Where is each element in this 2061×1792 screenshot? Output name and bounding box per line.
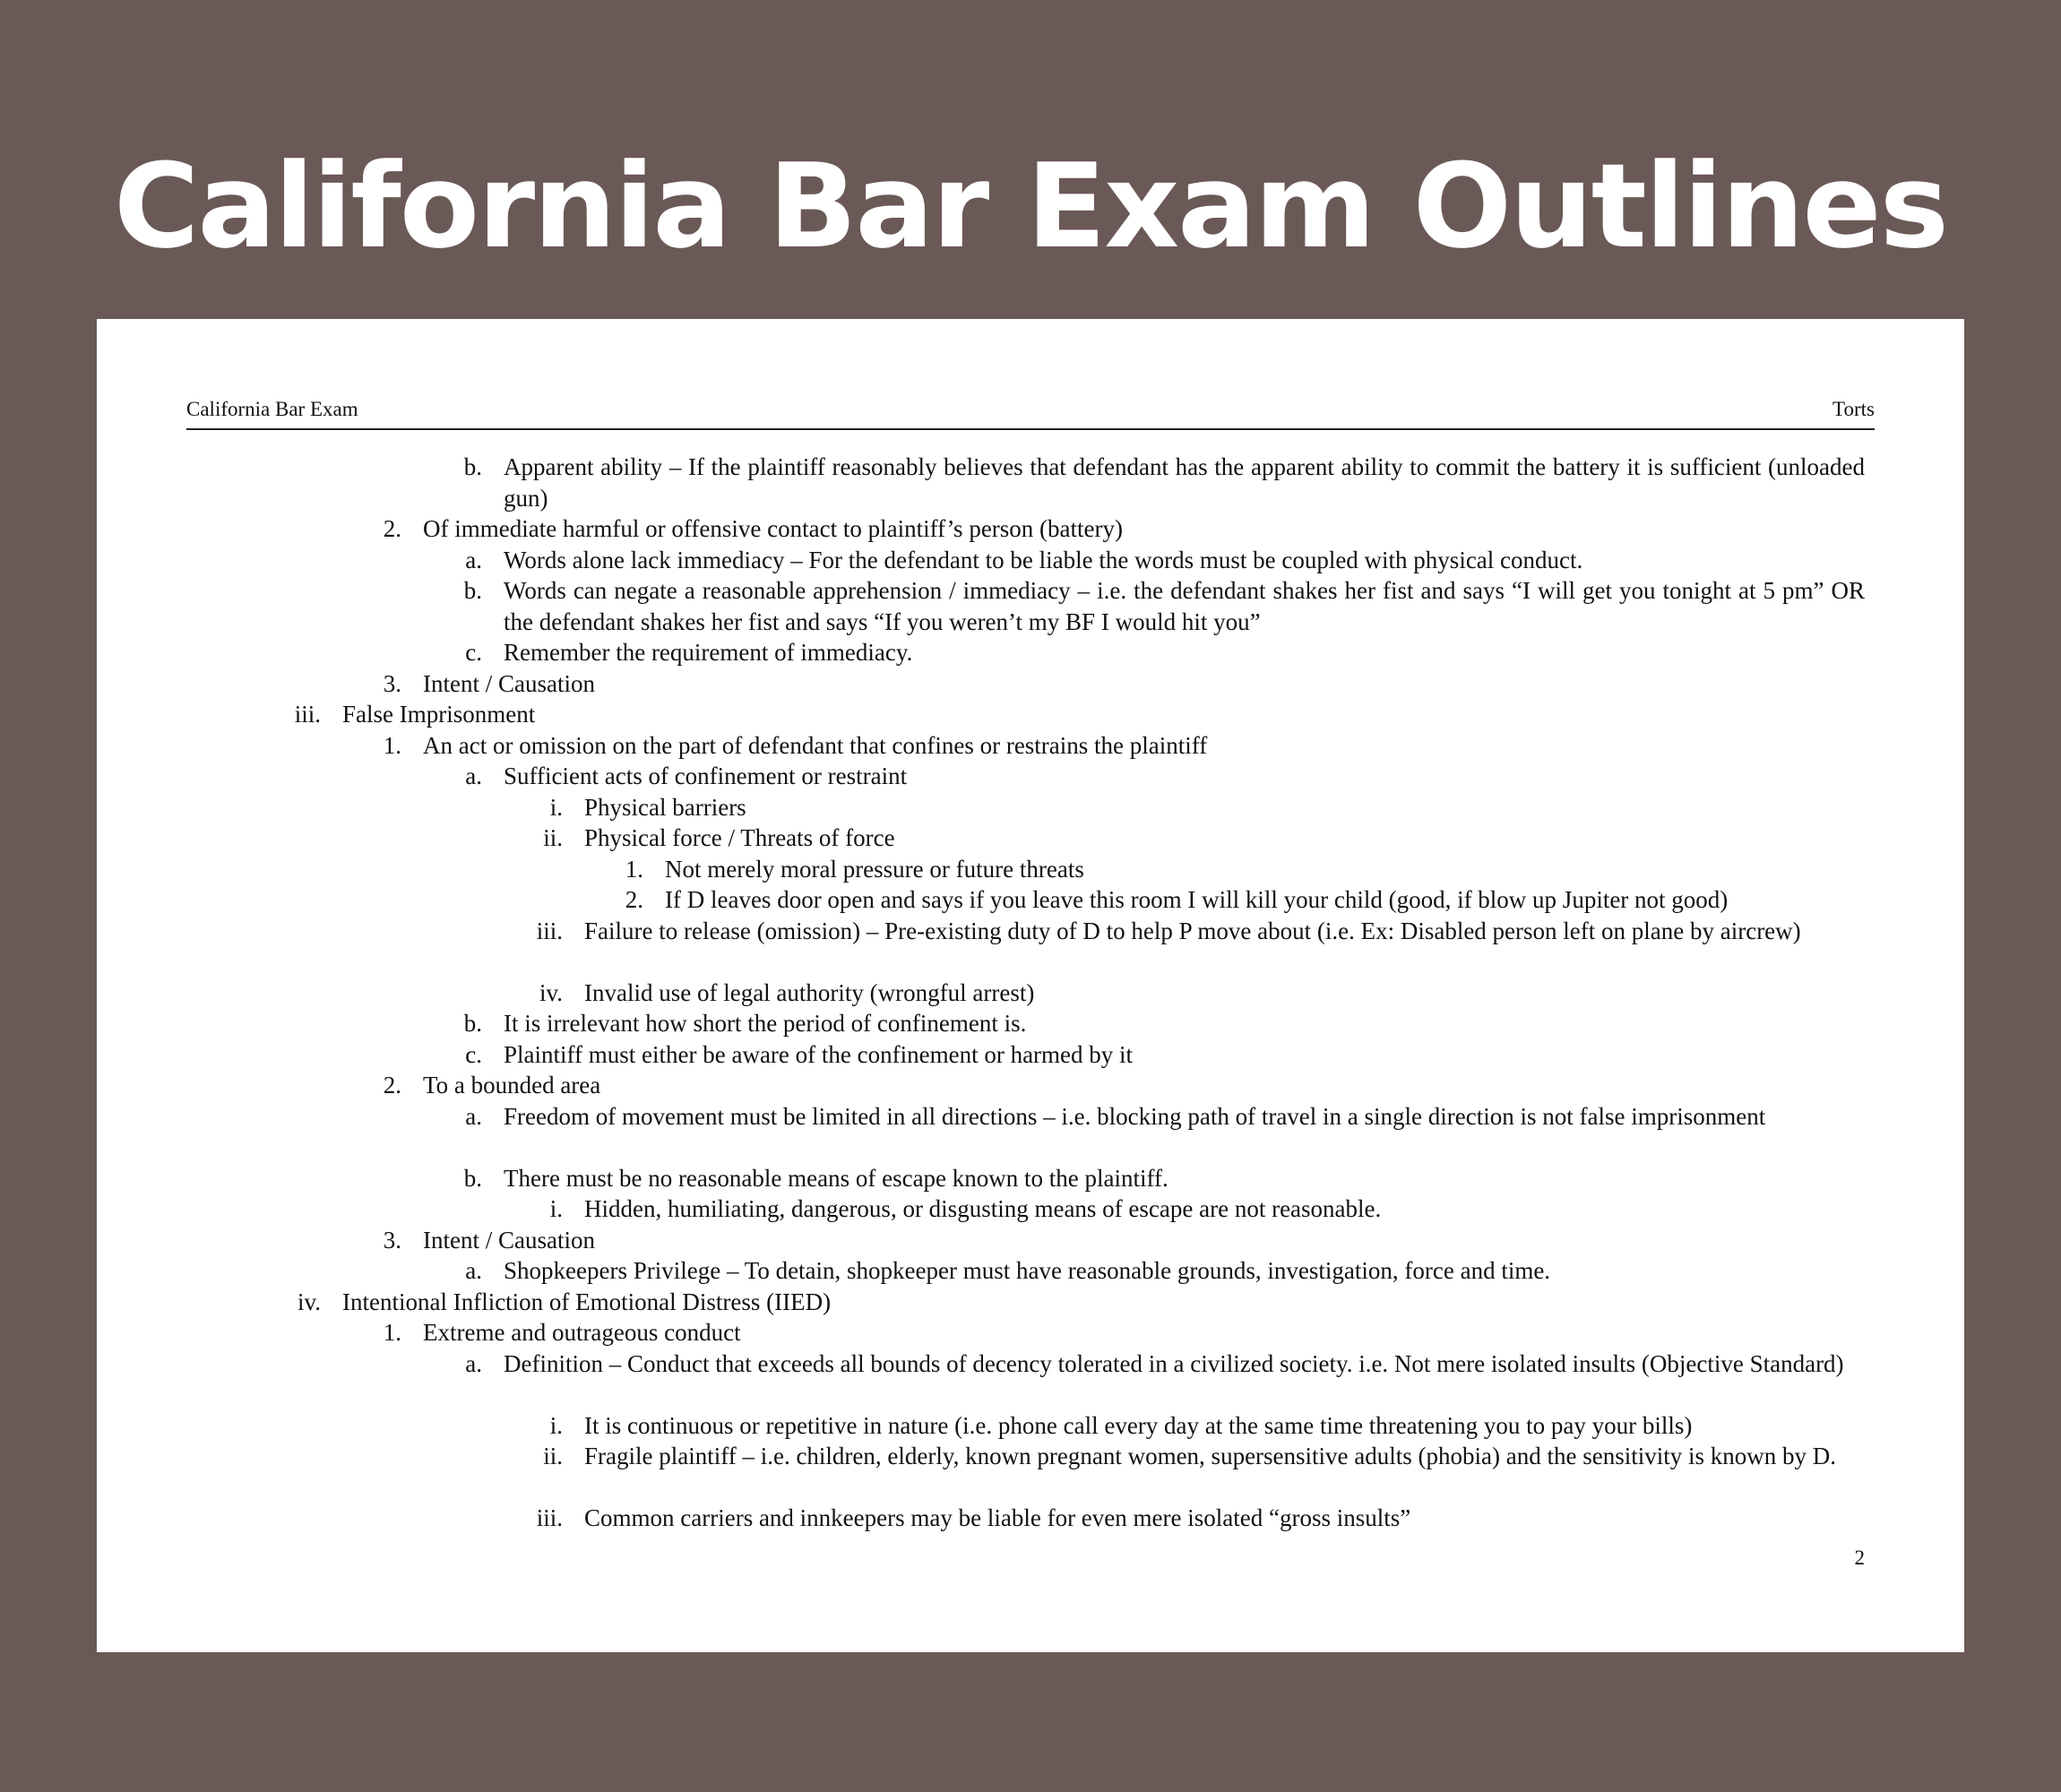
outline-item-text: Intent / Causation (423, 669, 595, 697)
outline-item-text: Words alone lack immediacy – For the defendant to be liable the words must be coupled with physical conduct. (504, 546, 1583, 573)
outline-item-marker: 2. (383, 515, 401, 542)
outline-item-marker: a. (465, 1349, 482, 1377)
outline-item (97, 699, 1964, 730)
outline-item (97, 513, 1964, 545)
outline-item-text: Failure to release (omission) – Pre-existing duty of D to help P move about (i.e. Ex: Disabled person left on plane by aircrew) (584, 917, 1801, 944)
outline-item-text: Shopkeepers Privilege – To detain, shopkeeper must have reasonable grounds, investigation, force and time. (504, 1257, 1551, 1284)
outline-item-marker: c. (465, 639, 482, 666)
outline-item-text: Definition – Conduct that exceeds all bounds of decency tolerated in a civilized society. i.e. Not mere isolated insults (Objective Standard) (504, 1349, 1844, 1377)
outline-item-marker: 1. (383, 1319, 401, 1346)
outline-item-marker: iii. (294, 701, 321, 728)
header-subject: Torts (1832, 398, 1875, 420)
outline-item-text: Invalid use of legal authority (wrongful arrest) (584, 978, 1035, 1006)
outline-item-text: Hidden, humiliating, dangerous, or disgusting means of escape are not reasonable. (584, 1195, 1382, 1222)
outline-item-marker: a. (465, 762, 482, 789)
outline-item-marker: c. (465, 1040, 482, 1068)
outline-item-text: False Imprisonment (342, 701, 536, 728)
outline-item (97, 1255, 1964, 1287)
outline-item-marker: i. (549, 1411, 563, 1439)
outline-item-marker: i. (549, 1195, 563, 1222)
outline-item (97, 1410, 1964, 1442)
outline-item-text: Common carriers and innkeepers may be liable for even mere isolated “gross insults” (584, 1504, 1411, 1531)
outline-item (97, 761, 1964, 792)
document-page (97, 319, 1964, 1652)
outline-item-text: Intentional Infliction of Emotional Distress (IIED) (342, 1288, 832, 1315)
outline-item-marker: 3. (383, 669, 401, 697)
outline-item (97, 1225, 1964, 1256)
outline-item-text: If D leaves door open and says if you leave this room I will kill your child (good, if blow up Jupiter not good) (665, 886, 1729, 913)
outline-item-marker: ii. (543, 824, 563, 851)
header-course-name: California Bar Exam (186, 398, 358, 420)
outline-item-marker: a. (465, 1102, 482, 1130)
page-number: 2 (1854, 1546, 1865, 1569)
outline-item-marker: 3. (383, 1226, 401, 1254)
outline-item (97, 823, 1964, 854)
outline-item-text: Extreme and outrageous conduct (423, 1319, 741, 1346)
outline-item-marker: a. (465, 546, 482, 573)
outline-item-marker: iv. (298, 1288, 321, 1315)
outline-item-marker: 2. (625, 886, 643, 913)
outline-list (97, 452, 1964, 1534)
outline-item-text: Plaintiff must either be aware of the confinement or harmed by it (504, 1040, 1134, 1068)
outline-item (97, 575, 1964, 637)
outline-item (97, 884, 1964, 916)
outline-item (97, 1441, 1964, 1503)
outline-item-marker: b. (463, 1164, 482, 1192)
outline-item-marker: b. (463, 453, 482, 480)
outline-item (97, 452, 1964, 513)
outline-item-text: Words can negate a reasonable apprehension / immediacy – i.e. the defendant shakes her fist and says “I will get you tonight at 5 pm” OR the defendant shakes her fist and says “If you weren’t my BF I would hit you” (504, 577, 1865, 635)
outline-item-text: Physical barriers (584, 793, 746, 821)
outline-item (97, 1101, 1964, 1163)
outline-item-marker: b. (463, 1010, 482, 1037)
outline-item (97, 1039, 1964, 1071)
running-header (186, 398, 1875, 430)
outline-item-marker: a. (465, 1257, 482, 1284)
banner-title: California Bar Exam Outlines (113, 138, 1948, 274)
outline-item (97, 668, 1964, 700)
outline-item-text: It is irrelevant how short the period of confinement is. (504, 1010, 1027, 1037)
outline-item (97, 1163, 1964, 1194)
outline-item (97, 637, 1964, 668)
outline-item (97, 730, 1964, 762)
outline-item-text: Fragile plaintiff – i.e. children, elderly, known pregnant women, supersensitive adults (phobia) and the sensitivity is known by D. (584, 1443, 1836, 1469)
outline-item-text: It is continuous or repetitive in nature (i.e. phone call every day at the same time threatening you to pay your bills) (584, 1411, 1693, 1439)
outline-item (97, 1287, 1964, 1318)
outline-item (97, 1317, 1964, 1348)
outline-item-marker: ii. (543, 1443, 563, 1469)
outline-item (97, 978, 1964, 1009)
outline-item-text: To a bounded area (423, 1072, 601, 1098)
outline-item (97, 545, 1964, 576)
outline-item-marker: i. (549, 793, 563, 821)
outline-item-text: Of immediate harmful or offensive contact to plaintiff’s person (battery) (423, 515, 1123, 542)
outline-item-text: Freedom of movement must be limited in all directions – i.e. blocking path of travel in a single direction is not false imprisonment (504, 1102, 1766, 1130)
outline-item-text: There must be no reasonable means of escape known to the plaintiff. (504, 1164, 1168, 1192)
outline-item-marker: b. (463, 577, 482, 604)
outline-item-text: Physical force / Threats of force (584, 824, 895, 851)
outline-item (97, 1348, 1964, 1410)
outline-item (97, 1193, 1964, 1225)
outline-item (97, 854, 1964, 885)
outline-item (97, 916, 1964, 978)
outline-item-text: An act or omission on the part of defendant that confines or restrains the plaintiff (423, 731, 1208, 759)
outline-item-marker: iii. (536, 1504, 563, 1531)
outline-item-text: Sufficient acts of confinement or restraint (504, 762, 908, 789)
outline-item-marker: 2. (383, 1072, 401, 1098)
outline-item-marker: iv. (539, 978, 563, 1006)
outline-item-marker: 1. (383, 731, 401, 759)
outline-item (97, 1008, 1964, 1039)
outline-item (97, 1503, 1964, 1534)
outline-item-text: Intent / Causation (423, 1226, 595, 1254)
outline-item-text: Not merely moral pressure or future threats (665, 855, 1084, 883)
outline-item (97, 1070, 1964, 1101)
outline-item-marker: 1. (625, 855, 643, 883)
outline-item-text: Apparent ability – If the plaintiff reasonably believes that defendant has the apparent ability to commit the battery it is sufficient (unloaded gun) (504, 453, 1865, 512)
outline-item-marker: iii. (536, 917, 563, 944)
outline-item-text: Remember the requirement of immediacy. (504, 639, 913, 666)
outline-item (97, 792, 1964, 823)
